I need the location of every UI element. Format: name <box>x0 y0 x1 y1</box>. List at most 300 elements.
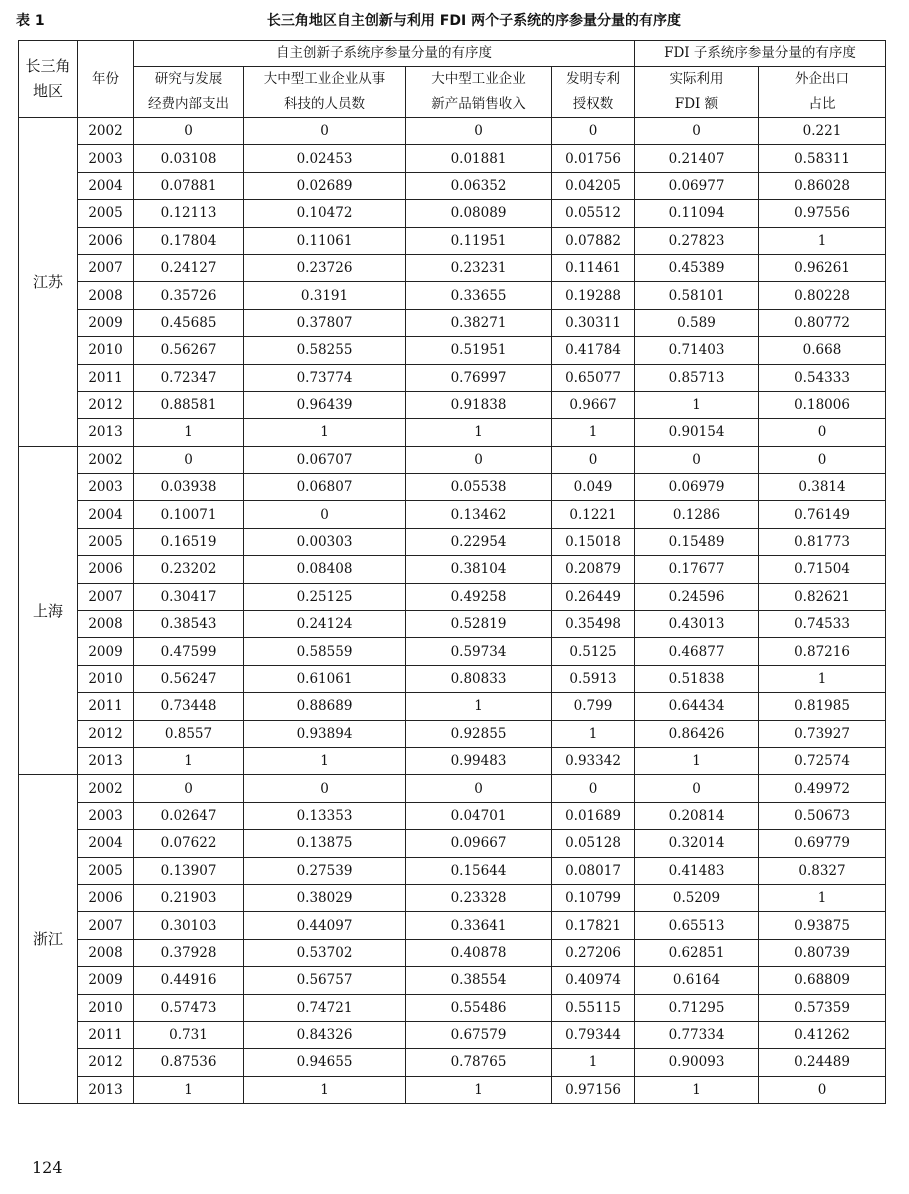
region-header-text: 长三角地区 <box>25 57 71 100</box>
year-cell: 2006 <box>78 556 134 583</box>
value-cell: 0.52819 <box>406 611 552 638</box>
year-cell: 2004 <box>78 172 134 199</box>
value-cell: 0.06707 <box>244 446 406 473</box>
value-cell: 0.32014 <box>635 830 759 857</box>
fdi-group-header: FDI 子系统序参量分量的有序度 <box>635 41 886 67</box>
value-cell: 0.71403 <box>635 337 759 364</box>
value-cell: 1 <box>759 884 886 911</box>
table-row <box>19 611 886 638</box>
value-cell: 0 <box>244 118 406 145</box>
value-cell: 0 <box>552 118 635 145</box>
value-cell: 0.87536 <box>134 1049 244 1076</box>
value-cell: 0.13875 <box>244 830 406 857</box>
year-cell: 2007 <box>78 912 134 939</box>
table-row <box>19 282 886 309</box>
value-cell: 0 <box>635 775 759 802</box>
value-cell: 0.10799 <box>552 884 635 911</box>
value-cell: 0.13907 <box>134 857 244 884</box>
value-cell: 0.06977 <box>635 172 759 199</box>
table-row <box>19 446 886 473</box>
value-cell: 0.22954 <box>406 528 552 555</box>
value-cell: 0.93894 <box>244 720 406 747</box>
value-cell: 0.01689 <box>552 802 635 829</box>
value-cell: 0.49972 <box>759 775 886 802</box>
value-cell: 0.5913 <box>552 665 635 692</box>
value-cell: 0.74721 <box>244 994 406 1021</box>
value-cell: 0.35726 <box>134 282 244 309</box>
value-cell: 0.38271 <box>406 309 552 336</box>
value-cell: 0.30311 <box>552 309 635 336</box>
value-cell: 0.45389 <box>635 254 759 281</box>
value-cell: 0 <box>134 775 244 802</box>
value-cell: 0.08017 <box>552 857 635 884</box>
value-cell: 0.27539 <box>244 857 406 884</box>
table-row <box>19 172 886 199</box>
value-cell: 0.44916 <box>134 967 244 994</box>
year-cell: 2009 <box>78 967 134 994</box>
value-cell: 0.20814 <box>635 802 759 829</box>
value-cell: 0.59734 <box>406 638 552 665</box>
table-header <box>19 41 886 118</box>
year-cell: 2003 <box>78 474 134 501</box>
value-cell: 0.51951 <box>406 337 552 364</box>
value-cell: 1 <box>244 1076 406 1103</box>
value-cell: 0.65513 <box>635 912 759 939</box>
value-cell: 0.94655 <box>244 1049 406 1076</box>
column-header-invention-patents <box>552 67 635 118</box>
value-cell: 1 <box>635 391 759 418</box>
value-cell: 0.84326 <box>244 1021 406 1048</box>
value-cell: 0.20879 <box>552 556 635 583</box>
value-cell: 0 <box>759 446 886 473</box>
value-cell: 0.71504 <box>759 556 886 583</box>
data-table <box>18 40 886 1104</box>
table-row <box>19 118 886 145</box>
year-cell: 2003 <box>78 145 134 172</box>
value-cell: 0 <box>552 775 635 802</box>
table-row <box>19 309 886 336</box>
value-cell: 0.12113 <box>134 200 244 227</box>
value-cell: 0.41784 <box>552 337 635 364</box>
value-cell: 0.06352 <box>406 172 552 199</box>
value-cell: 0.58559 <box>244 638 406 665</box>
table-row <box>19 419 886 446</box>
column-header-line: 外企出口 <box>795 71 849 87</box>
value-cell: 0.56267 <box>134 337 244 364</box>
table-row <box>19 912 886 939</box>
table-row <box>19 1049 886 1076</box>
year-cell: 2007 <box>78 583 134 610</box>
value-cell: 0.00303 <box>244 528 406 555</box>
value-cell: 1 <box>134 747 244 774</box>
value-cell: 0.96261 <box>759 254 886 281</box>
value-cell: 0.38029 <box>244 884 406 911</box>
year-cell: 2013 <box>78 419 134 446</box>
year-cell: 2011 <box>78 693 134 720</box>
value-cell: 0.41262 <box>759 1021 886 1048</box>
value-cell: 0.80772 <box>759 309 886 336</box>
value-cell: 0.68809 <box>759 967 886 994</box>
column-header-new-product-sales <box>406 67 552 118</box>
value-cell: 0.96439 <box>244 391 406 418</box>
value-cell: 0.53702 <box>244 939 406 966</box>
value-cell: 0.30103 <box>134 912 244 939</box>
value-cell: 0.71295 <box>635 994 759 1021</box>
table-row <box>19 802 886 829</box>
value-cell: 0.589 <box>635 309 759 336</box>
value-cell: 0.09667 <box>406 830 552 857</box>
year-cell: 2012 <box>78 391 134 418</box>
value-cell: 0.37928 <box>134 939 244 966</box>
year-cell: 2004 <box>78 501 134 528</box>
value-cell: 0.72574 <box>759 747 886 774</box>
value-cell: 0 <box>244 501 406 528</box>
table-row <box>19 1021 886 1048</box>
value-cell: 0.58255 <box>244 337 406 364</box>
value-cell: 1 <box>406 693 552 720</box>
value-cell: 0.5209 <box>635 884 759 911</box>
value-cell: 1 <box>406 1076 552 1103</box>
value-cell: 0.04205 <box>552 172 635 199</box>
year-cell: 2005 <box>78 528 134 555</box>
value-cell: 0.02689 <box>244 172 406 199</box>
year-cell: 2010 <box>78 994 134 1021</box>
table-row <box>19 775 886 802</box>
value-cell: 0.78765 <box>406 1049 552 1076</box>
table-row <box>19 474 886 501</box>
value-cell: 0.80739 <box>759 939 886 966</box>
year-header-text: 年份 <box>92 70 119 87</box>
value-cell: 0.62851 <box>635 939 759 966</box>
table-row <box>19 556 886 583</box>
value-cell: 0.23328 <box>406 884 552 911</box>
value-cell: 0.81985 <box>759 693 886 720</box>
value-cell: 0.799 <box>552 693 635 720</box>
value-cell: 0 <box>759 419 886 446</box>
value-cell: 0.91838 <box>406 391 552 418</box>
value-cell: 0.82621 <box>759 583 886 610</box>
year-cell: 2005 <box>78 200 134 227</box>
value-cell: 0.38543 <box>134 611 244 638</box>
value-cell: 0.11951 <box>406 227 552 254</box>
value-cell: 0.73927 <box>759 720 886 747</box>
value-cell: 0.56757 <box>244 967 406 994</box>
value-cell: 0.88581 <box>134 391 244 418</box>
value-cell: 0.76149 <box>759 501 886 528</box>
column-header-line: 授权数 <box>572 96 614 112</box>
value-cell: 0.97556 <box>759 200 886 227</box>
value-cell: 0 <box>134 446 244 473</box>
year-cell: 2007 <box>78 254 134 281</box>
value-cell: 0.17804 <box>134 227 244 254</box>
value-cell: 0.07622 <box>134 830 244 857</box>
value-cell: 0.26449 <box>552 583 635 610</box>
value-cell: 0.51838 <box>635 665 759 692</box>
table-row <box>19 583 886 610</box>
value-cell: 0.18006 <box>759 391 886 418</box>
value-cell: 0.5125 <box>552 638 635 665</box>
value-cell: 0 <box>406 446 552 473</box>
table-row <box>19 857 886 884</box>
value-cell: 0.05538 <box>406 474 552 501</box>
value-cell: 1 <box>552 720 635 747</box>
value-cell: 0.73774 <box>244 364 406 391</box>
value-cell: 0.19288 <box>552 282 635 309</box>
table-title: 长三角地区自主创新与利用 FDI 两个子系统的序参量分量的有序度 <box>266 13 682 29</box>
value-cell: 0 <box>134 118 244 145</box>
value-cell: 1 <box>134 419 244 446</box>
year-cell: 2013 <box>78 1076 134 1103</box>
value-cell: 0.23726 <box>244 254 406 281</box>
value-cell: 0.9667 <box>552 391 635 418</box>
table-row <box>19 747 886 774</box>
value-cell: 0.24596 <box>635 583 759 610</box>
value-cell: 0.72347 <box>134 364 244 391</box>
value-cell: 0.6164 <box>635 967 759 994</box>
table-row <box>19 967 886 994</box>
value-cell: 0.79344 <box>552 1021 635 1048</box>
year-cell: 2005 <box>78 857 134 884</box>
value-cell: 1 <box>759 227 886 254</box>
value-cell: 0.74533 <box>759 611 886 638</box>
value-cell: 0.55115 <box>552 994 635 1021</box>
value-cell: 0.3814 <box>759 474 886 501</box>
value-cell: 0.67579 <box>406 1021 552 1048</box>
table-row <box>19 337 886 364</box>
value-cell: 0 <box>406 775 552 802</box>
value-cell: 0.45685 <box>134 309 244 336</box>
value-cell: 0.33641 <box>406 912 552 939</box>
value-cell: 0.10071 <box>134 501 244 528</box>
value-cell: 0.56247 <box>134 665 244 692</box>
value-cell: 0.04701 <box>406 802 552 829</box>
year-cell: 2002 <box>78 446 134 473</box>
table-caption <box>14 6 894 32</box>
table-row <box>19 501 886 528</box>
year-cell: 2009 <box>78 638 134 665</box>
table-row <box>19 939 886 966</box>
table-row <box>19 994 886 1021</box>
value-cell: 0.17677 <box>635 556 759 583</box>
value-cell: 0.07881 <box>134 172 244 199</box>
region-name-cell: 江苏 <box>19 118 78 447</box>
table-row <box>19 884 886 911</box>
value-cell: 0.93342 <box>552 747 635 774</box>
value-cell: 0.65077 <box>552 364 635 391</box>
value-cell: 0.38554 <box>406 967 552 994</box>
value-cell: 0.08089 <box>406 200 552 227</box>
value-cell: 1 <box>759 665 886 692</box>
table-row <box>19 200 886 227</box>
column-header-line: 经费内部支出 <box>148 96 229 112</box>
value-cell: 0.13353 <box>244 802 406 829</box>
value-cell: 0.38104 <box>406 556 552 583</box>
value-cell: 0.25125 <box>244 583 406 610</box>
value-cell: 0.99483 <box>406 747 552 774</box>
value-cell: 0.58101 <box>635 282 759 309</box>
value-cell: 0.8327 <box>759 857 886 884</box>
year-cell: 2003 <box>78 802 134 829</box>
value-cell: 0.46877 <box>635 638 759 665</box>
value-cell: 0.07882 <box>552 227 635 254</box>
value-cell: 0.40878 <box>406 939 552 966</box>
value-cell: 0.21407 <box>635 145 759 172</box>
value-cell: 0.57359 <box>759 994 886 1021</box>
value-cell: 0.06807 <box>244 474 406 501</box>
value-cell: 0.87216 <box>759 638 886 665</box>
column-header-rd-expenditure <box>134 67 244 118</box>
table-row <box>19 364 886 391</box>
value-cell: 0 <box>635 118 759 145</box>
value-cell: 0.69779 <box>759 830 886 857</box>
year-cell: 2006 <box>78 227 134 254</box>
column-header-line: 大中型工业企业从事 <box>263 71 386 87</box>
value-cell: 0 <box>552 446 635 473</box>
year-cell: 2002 <box>78 118 134 145</box>
value-cell: 1 <box>406 419 552 446</box>
value-cell: 0.221 <box>759 118 886 145</box>
value-cell: 0.81773 <box>759 528 886 555</box>
column-header-line: 发明专利 <box>566 71 620 87</box>
value-cell: 0.92855 <box>406 720 552 747</box>
value-cell: 0.47599 <box>134 638 244 665</box>
value-cell: 0.27823 <box>635 227 759 254</box>
value-cell: 0.23231 <box>406 254 552 281</box>
column-header-line: 大中型工业企业 <box>431 71 526 87</box>
value-cell: 0.93875 <box>759 912 886 939</box>
value-cell: 0.54333 <box>759 364 886 391</box>
region-name-cell: 上海 <box>19 446 78 775</box>
region-column-header <box>19 41 78 118</box>
value-cell: 0.03108 <box>134 145 244 172</box>
value-cell: 0.43013 <box>635 611 759 638</box>
value-cell: 0.05512 <box>552 200 635 227</box>
value-cell: 0.01881 <box>406 145 552 172</box>
value-cell: 0.15489 <box>635 528 759 555</box>
value-cell: 0.24124 <box>244 611 406 638</box>
table-row <box>19 720 886 747</box>
column-header-line: 科技的人员数 <box>284 96 365 112</box>
value-cell: 0.73448 <box>134 693 244 720</box>
year-cell: 2011 <box>78 1021 134 1048</box>
table-row <box>19 254 886 281</box>
value-cell: 0.90093 <box>635 1049 759 1076</box>
page-number: 124 <box>32 1158 63 1177</box>
year-cell: 2002 <box>78 775 134 802</box>
column-header-actual-fdi <box>635 67 759 118</box>
value-cell: 0.44097 <box>244 912 406 939</box>
value-cell: 0.30417 <box>134 583 244 610</box>
value-cell: 0.13462 <box>406 501 552 528</box>
table-body <box>19 118 886 1104</box>
year-cell: 2008 <box>78 611 134 638</box>
value-cell: 0.64434 <box>635 693 759 720</box>
column-header-line: 新产品销售收入 <box>431 96 526 112</box>
table-row <box>19 227 886 254</box>
year-column-header <box>78 41 134 118</box>
table-label: 表 1 <box>16 13 45 29</box>
value-cell: 0.05128 <box>552 830 635 857</box>
year-cell: 2010 <box>78 665 134 692</box>
year-cell: 2009 <box>78 309 134 336</box>
value-cell: 0 <box>244 775 406 802</box>
value-cell: 0.33655 <box>406 282 552 309</box>
column-header-sci-tech-personnel <box>244 67 406 118</box>
value-cell: 0.77334 <box>635 1021 759 1048</box>
innovation-group-header: 自主创新子系统序参量分量的有序度 <box>134 41 635 67</box>
value-cell: 0.8557 <box>134 720 244 747</box>
value-cell: 0.02453 <box>244 145 406 172</box>
value-cell: 1 <box>244 419 406 446</box>
value-cell: 0.86028 <box>759 172 886 199</box>
column-header-line: 研究与发展 <box>154 71 223 87</box>
region-name-cell: 浙江 <box>19 775 78 1104</box>
table-row <box>19 638 886 665</box>
value-cell: 0.11094 <box>635 200 759 227</box>
value-cell: 0.049 <box>552 474 635 501</box>
value-cell: 0.16519 <box>134 528 244 555</box>
value-cell: 0.11461 <box>552 254 635 281</box>
value-cell: 1 <box>134 1076 244 1103</box>
value-cell: 0.1221 <box>552 501 635 528</box>
value-cell: 0.08408 <box>244 556 406 583</box>
value-cell: 1 <box>244 747 406 774</box>
value-cell: 0 <box>406 118 552 145</box>
value-cell: 0.57473 <box>134 994 244 1021</box>
value-cell: 0.731 <box>134 1021 244 1048</box>
value-cell: 0.11061 <box>244 227 406 254</box>
value-cell: 0.85713 <box>635 364 759 391</box>
value-cell: 0.80833 <box>406 665 552 692</box>
value-cell: 1 <box>635 747 759 774</box>
value-cell: 0.35498 <box>552 611 635 638</box>
value-cell: 0.06979 <box>635 474 759 501</box>
value-cell: 0.24127 <box>134 254 244 281</box>
value-cell: 0.668 <box>759 337 886 364</box>
year-cell: 2004 <box>78 830 134 857</box>
table-row <box>19 528 886 555</box>
value-cell: 0.50673 <box>759 802 886 829</box>
value-cell: 0.03938 <box>134 474 244 501</box>
column-header-line: 实际利用 <box>669 71 724 87</box>
value-cell: 0.23202 <box>134 556 244 583</box>
year-cell: 2013 <box>78 747 134 774</box>
column-header-line: 占比 <box>808 96 836 112</box>
value-cell: 0.17821 <box>552 912 635 939</box>
table-row <box>19 830 886 857</box>
value-cell: 0.80228 <box>759 282 886 309</box>
column-header-line: FDI 额 <box>674 96 719 112</box>
value-cell: 0.55486 <box>406 994 552 1021</box>
year-cell: 2008 <box>78 282 134 309</box>
value-cell: 0.58311 <box>759 145 886 172</box>
value-cell: 0.02647 <box>134 802 244 829</box>
value-cell: 0.24489 <box>759 1049 886 1076</box>
table-row <box>19 693 886 720</box>
value-cell: 0.41483 <box>635 857 759 884</box>
value-cell: 1 <box>552 419 635 446</box>
value-cell: 0.49258 <box>406 583 552 610</box>
value-cell: 0.88689 <box>244 693 406 720</box>
value-cell: 0.21903 <box>134 884 244 911</box>
value-cell: 0 <box>635 446 759 473</box>
year-cell: 2008 <box>78 939 134 966</box>
table-row <box>19 1076 886 1103</box>
table-row <box>19 391 886 418</box>
table-row <box>19 145 886 172</box>
value-cell: 0.37807 <box>244 309 406 336</box>
value-cell: 0.90154 <box>635 419 759 446</box>
